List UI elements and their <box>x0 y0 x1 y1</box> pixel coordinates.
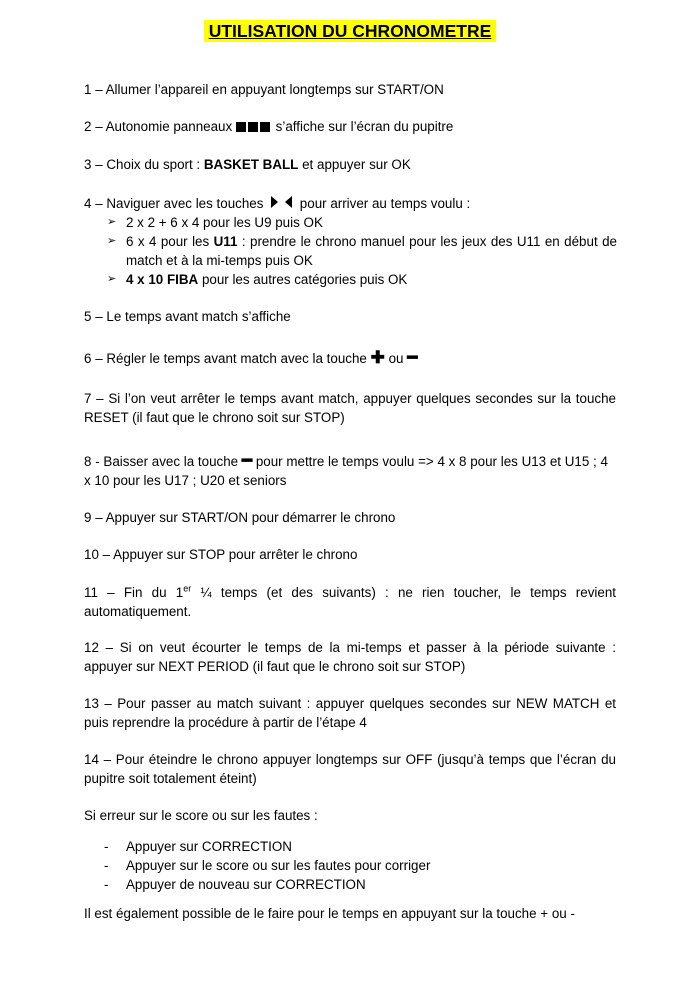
arrow-left-icon <box>285 196 292 208</box>
errors-intro: Si erreur sur le score ou sur les fautes : <box>84 808 318 823</box>
battery-squares-icon <box>236 119 272 134</box>
bullet-arrow-icon: ➢ <box>107 216 117 228</box>
bullet-arrow-icon: ➢ <box>107 273 117 285</box>
document-page: UTILISATION DU CHRONOMETRE 1 – Allumer l’appareil en appuyant longtemps sur START/ON 2 – Autonomie panneaux s’affiche sur l’écran du pupitre 3 – Choix du sport : BASKET BALL et appuyer sur OK 4 – Naviguer avec les touches pour arriver au temps voulu : ➢ 2 x 2 + 6 x 4 pour les U9 puis OK ➢ 6 x 4 pour les U11 : prendre le chrono manuel pour les jeux des U11 en début de match et à la mi-temps puis OK ➢ 4 x 10 FIBA pour les autres catégories puis OK 5 – Le temps avant match s’affiche 6 – Régler le temps avant match avec la touche ✚ ou ━ 7 – Si l’on veut arrêter le temps avant match, appuyer quelques secondes sur la touche RESET (il faut que le chrono soit sur STOP) 8 - Baisser avec la touche ━ pour mettre le temps voulu => 4 x 8 pour les U13 et U15 ; 4 x 10 pour les U17 ; U20 et seniors 9 – Appuyer sur START/ON pour démarrer le chrono 10 – Appuyer sur STOP pour arrêter le chrono 11 – Fin du 1er ¼ temps (et des suivants) : ne rien toucher, le temps revient automatiquement. 12 – Si on veut écourter le temps de la mi-temps et passer à la période suivante : appuyer sur NEXT PERIOD (il faut que le chrono soit sur STOP) 13 – Pour passer au match suivant : appuyer quelques secondes sur NEW MATCH et puis reprendre la procédure à partir de l’étape 4 14 – Pour éteindre le chrono appuyer longtemps sur OFF (jusqu’à temps que l’écran du pupitre soit totalement éteint) Si erreur sur le score ou sur les fautes : - Appuyer sur CORRECTION - Appuyer sur le score ou sur les fautes pour corriger - Appuyer de nouveau sur CORRECTION Il est également possible de le faire pour le temps en appuyant sur la touche + ou - <box>84 21 617 921</box>
step-12: 12 – Si on veut écourter le temps de la mi-temps et passer à la période suivante : appuyer sur NEXT PERIOD (il faut que le chrono soit sur STOP) <box>84 640 616 674</box>
step-14: 14 – Pour éteindre le chrono appuyer longtemps sur OFF (jusqu’à temps que l’écran du pupitre soit totalement éteint) <box>84 752 616 786</box>
step-6: 6 – Régler le temps avant match avec la touche ✚ ou ━ <box>84 348 418 367</box>
step-11: 11 – Fin du 1er ¼ temps (et des suivants) : ne rien toucher, le temps revient automatiquement. <box>84 583 616 619</box>
step-10: 10 – Appuyer sur STOP pour arrêter le chrono <box>84 547 358 562</box>
plus-icon: ✚ <box>370 348 385 367</box>
minus-icon: ━ <box>407 348 418 367</box>
step-4: 4 – Naviguer avec les touches pour arriver au temps voulu : <box>84 196 471 211</box>
step-13: 13 – Pour passer au match suivant : appuyer quelques secondes sur NEW MATCH et puis reprendre la procédure à partir de l’étape 4 <box>84 696 616 730</box>
arrow-right-icon <box>271 196 278 208</box>
page-title: UTILISATION DU CHRONOMETRE <box>204 20 496 42</box>
footer-note: Il est également possible de le faire pour le temps en appuyant sur la touche + ou - <box>84 906 575 921</box>
step-3: 3 – Choix du sport : BASKET BALL et appuyer sur OK <box>84 157 411 172</box>
step-2: 2 – Autonomie panneaux s’affiche sur l’écran du pupitre <box>84 119 454 134</box>
step-9: 9 – Appuyer sur START/ON pour démarrer le chrono <box>84 510 396 525</box>
bullet-arrow-icon: ➢ <box>107 235 117 247</box>
step-1: 1 – Allumer l’appareil en appuyant longtemps sur START/ON <box>84 82 444 97</box>
minus-icon: ━ <box>241 451 253 470</box>
step-7: 7 – Si l’on veut arrêter le temps avant match, appuyer quelques secondes sur la touche RESET (il faut que le chrono soit sur STOP) <box>84 391 616 425</box>
step-5: 5 – Le temps avant match s’affiche <box>84 309 291 324</box>
step-8: 8 - Baisser avec la touche ━ pour mettre le temps voulu => 4 x 8 pour les U13 et U15 ; 4 x 10 pour les U17 ; U20 et seniors <box>84 451 608 488</box>
